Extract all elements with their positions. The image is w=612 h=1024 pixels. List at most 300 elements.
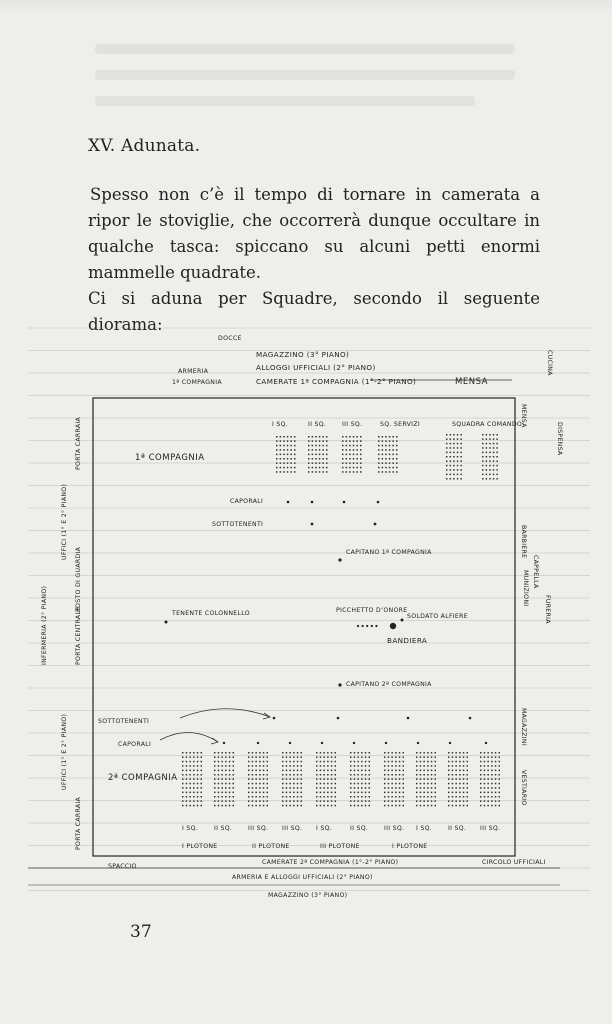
paragraph-1: Spesso non c’è il tempo di tornare in camerata a ripor le stoviglie, che occorrerà dunque occultare in qualche tasca: spiccano su alcuni petti enormi mammelle quadrate. <box>88 185 540 282</box>
soldier-mark <box>276 449 278 451</box>
soldier-mark <box>259 770 261 772</box>
squadre-bottom-labels <box>182 825 500 832</box>
soldier-mark <box>480 765 482 767</box>
soldier-mark <box>293 761 295 763</box>
soldier-mark <box>316 765 318 767</box>
soldier-mark <box>392 436 394 438</box>
soldier-mark <box>448 765 450 767</box>
soldier-mark <box>496 474 498 476</box>
soldier-mark <box>480 770 482 772</box>
soldier-mark <box>301 778 303 780</box>
soldier-mark <box>388 761 390 763</box>
soldier-mark <box>326 445 328 447</box>
soldier-mark <box>346 436 348 438</box>
soldier-mark <box>233 752 235 754</box>
soldier-mark <box>327 805 329 807</box>
soldier-mark <box>378 471 380 473</box>
soldier-mark <box>320 765 322 767</box>
soldier-mark <box>382 462 384 464</box>
soldier-mark <box>423 752 425 754</box>
soldier-mark <box>197 752 199 754</box>
soldier-mark <box>354 774 356 776</box>
soldier-mark <box>282 792 284 794</box>
soldier-mark <box>480 774 482 776</box>
soldier-mark <box>467 770 469 772</box>
soldier-mark <box>289 796 291 798</box>
soldier-mark <box>259 792 261 794</box>
soldier-mark <box>320 756 322 758</box>
soldier-mark <box>252 761 254 763</box>
soldier-mark <box>263 796 265 798</box>
soldier-mark <box>186 783 188 785</box>
soldier-mark <box>323 787 325 789</box>
soldier-mark <box>255 787 257 789</box>
soldier-mark <box>218 783 220 785</box>
soldier-mark <box>499 756 501 758</box>
soldier-mark <box>452 792 454 794</box>
soldier-mark <box>342 454 344 456</box>
soldier-mark <box>289 778 291 780</box>
soldier-mark <box>263 765 265 767</box>
soldier-mark <box>197 770 199 772</box>
soldier-mark <box>395 783 397 785</box>
soldier-mark <box>361 783 363 785</box>
soldier-mark <box>301 761 303 763</box>
soldier-mark <box>496 478 498 480</box>
soldier-mark <box>276 436 278 438</box>
soldier-mark <box>495 774 497 776</box>
plotone-label: II PLOTONE <box>252 843 290 850</box>
soldier-mark <box>423 756 425 758</box>
picchetto-label: PICCHETTO D’ONORE <box>336 607 408 614</box>
soldier-mark <box>491 774 493 776</box>
soldier-mark <box>499 752 501 754</box>
soldier-mark <box>356 454 358 456</box>
soldier-mark <box>453 465 455 467</box>
picchetto-dot <box>366 625 368 627</box>
magazzini-label: MAGAZZINI <box>520 708 527 746</box>
soldier-mark <box>450 474 452 476</box>
soldier-mark <box>323 792 325 794</box>
soldier-mark <box>448 761 450 763</box>
soldier-mark <box>489 474 491 476</box>
soldier-mark <box>335 770 337 772</box>
soldier-mark <box>389 440 391 442</box>
soldier-mark <box>350 792 352 794</box>
soldier-mark <box>316 783 318 785</box>
soldier-mark <box>446 443 448 445</box>
soldier-mark <box>323 778 325 780</box>
soldier-mark <box>361 800 363 802</box>
soldier-mark <box>365 805 367 807</box>
soldier-mark <box>255 765 257 767</box>
soldier-mark <box>403 787 405 789</box>
capitano-1-dot <box>338 558 341 561</box>
soldier-mark <box>335 778 337 780</box>
soldier-mark <box>403 778 405 780</box>
soldier-mark <box>450 465 452 467</box>
soldier-mark <box>301 796 303 798</box>
soldier-mark <box>460 465 462 467</box>
soldier-mark <box>294 471 296 473</box>
soldier-mark <box>499 796 501 798</box>
soldier-mark <box>388 796 390 798</box>
soldier-mark <box>385 440 387 442</box>
formation-blocks-bottom <box>182 752 500 806</box>
soldier-mark <box>182 756 184 758</box>
soldier-mark <box>399 800 401 802</box>
soldier-mark <box>382 449 384 451</box>
soldier-mark <box>427 774 429 776</box>
soldier-mark <box>287 458 289 460</box>
soldier-mark <box>282 805 284 807</box>
soldier-mark <box>276 445 278 447</box>
caporale-dot <box>377 501 380 504</box>
soldier-mark <box>186 805 188 807</box>
soldier-mark <box>391 770 393 772</box>
soldier-mark <box>482 478 484 480</box>
soldier-mark <box>416 774 418 776</box>
soldier-mark <box>399 752 401 754</box>
soldier-mark <box>403 765 405 767</box>
sottotenenti-bottom-label: SOTTOTENENTI <box>98 718 150 725</box>
soldier-mark <box>467 783 469 785</box>
soldier-mark <box>455 805 457 807</box>
soldier-mark <box>384 800 386 802</box>
soldier-mark <box>455 770 457 772</box>
soldier-mark <box>342 471 344 473</box>
soldier-mark <box>357 774 359 776</box>
soldier-mark <box>486 478 488 480</box>
soldier-mark <box>493 438 495 440</box>
soldier-mark <box>327 796 329 798</box>
compagnia-1-label: 1ª COMPAGNIA <box>135 453 205 463</box>
vestiario-label: VESTIARIO <box>520 770 527 806</box>
soldier-mark <box>189 778 191 780</box>
soldier-mark <box>346 471 348 473</box>
soldier-mark <box>395 774 397 776</box>
soldier-mark <box>455 756 457 758</box>
soldier-mark <box>420 783 422 785</box>
soldier-mark <box>389 454 391 456</box>
soldier-mark <box>484 770 486 772</box>
soldier-mark <box>382 458 384 460</box>
soldier-mark <box>312 436 314 438</box>
soldier-mark <box>193 805 195 807</box>
diorama-diagram <box>0 320 612 910</box>
soldier-mark <box>221 752 223 754</box>
soldier-mark <box>259 778 261 780</box>
soldier-mark <box>297 774 299 776</box>
soldier-mark <box>276 462 278 464</box>
soldier-mark <box>496 443 498 445</box>
soldier-mark <box>197 805 199 807</box>
soldier-mark <box>267 787 269 789</box>
soldier-mark <box>491 756 493 758</box>
soldier-mark <box>283 440 285 442</box>
soldier-mark <box>369 805 371 807</box>
soldier-mark <box>357 800 359 802</box>
soldier-mark <box>396 445 398 447</box>
soldier-mark <box>420 792 422 794</box>
soldier-mark <box>287 440 289 442</box>
soldier-mark <box>356 445 358 447</box>
soldier-mark <box>263 805 265 807</box>
soldier-mark <box>255 783 257 785</box>
soldier-mark <box>289 770 291 772</box>
soldier-mark <box>427 787 429 789</box>
soldier-mark <box>323 774 325 776</box>
soldier-mark <box>420 756 422 758</box>
soldier-mark <box>431 792 433 794</box>
soldier-mark <box>319 454 321 456</box>
soldier-mark <box>484 765 486 767</box>
soldier-mark <box>294 440 296 442</box>
soldier-mark <box>335 756 337 758</box>
soldier-mark <box>356 467 358 469</box>
soldier-mark <box>189 765 191 767</box>
soldier-mark <box>357 770 359 772</box>
soldier-mark <box>289 783 291 785</box>
barbiere-label: BARBIERE <box>520 525 527 559</box>
soldier-mark <box>452 796 454 798</box>
soldier-mark <box>392 445 394 447</box>
soldier-mark <box>420 752 422 754</box>
soldier-mark <box>495 761 497 763</box>
soldier-mark <box>282 752 284 754</box>
soldier-mark <box>388 774 390 776</box>
soldier-mark <box>420 765 422 767</box>
soldier-mark <box>331 796 333 798</box>
soldier-mark <box>327 792 329 794</box>
soldier-mark <box>385 436 387 438</box>
soldier-mark <box>327 778 329 780</box>
soldier-mark <box>382 471 384 473</box>
soldier-mark <box>420 800 422 802</box>
soldier-mark <box>287 467 289 469</box>
soldier-mark <box>259 765 261 767</box>
soldier-mark <box>396 458 398 460</box>
soldier-mark <box>267 796 269 798</box>
soldier-mark <box>267 752 269 754</box>
soldier-mark <box>467 805 469 807</box>
soldier-mark <box>255 796 257 798</box>
soldier-mark <box>312 445 314 447</box>
soldier-mark <box>282 761 284 763</box>
picchetto-dot <box>357 625 359 627</box>
soldier-mark <box>496 465 498 467</box>
soldier-mark <box>489 434 491 436</box>
soldier-mark <box>460 438 462 440</box>
soldier-mark <box>182 752 184 754</box>
soldier-mark <box>214 765 216 767</box>
soldier-mark <box>378 436 380 438</box>
soldier-mark <box>496 460 498 462</box>
soldier-mark <box>357 805 359 807</box>
soldier-mark <box>252 756 254 758</box>
soldier-mark <box>322 440 324 442</box>
soldier-mark <box>482 474 484 476</box>
soldier-mark <box>378 454 380 456</box>
soldier-mark <box>463 756 465 758</box>
soldier-mark <box>395 778 397 780</box>
soldier-mark <box>201 796 203 798</box>
soldier-mark <box>463 787 465 789</box>
soldier-mark <box>457 443 459 445</box>
soldier-mark <box>453 434 455 436</box>
soldier-mark <box>327 774 329 776</box>
soldier-mark <box>346 458 348 460</box>
soldier-mark <box>450 456 452 458</box>
soldato-dot <box>401 619 404 622</box>
arrow-sottotenenti <box>180 709 270 718</box>
soldier-mark <box>297 761 299 763</box>
soldier-mark <box>385 462 387 464</box>
squadra-bottom-label: I SQ. <box>316 825 333 832</box>
soldier-mark <box>395 800 397 802</box>
soldier-mark <box>361 796 363 798</box>
soldier-mark <box>384 770 386 772</box>
soldier-mark <box>489 443 491 445</box>
soldier-mark <box>361 778 363 780</box>
magazzino-label: MAGAZZINO (3° PIANO) <box>256 350 350 359</box>
soldier-mark <box>382 436 384 438</box>
soldier-mark <box>354 787 356 789</box>
soldier-mark <box>491 792 493 794</box>
soldier-mark <box>315 458 317 460</box>
soldier-mark <box>403 770 405 772</box>
soldier-mark <box>431 765 433 767</box>
soldier-mark <box>389 458 391 460</box>
soldier-mark <box>221 800 223 802</box>
soldier-mark <box>233 778 235 780</box>
soldier-mark <box>259 774 261 776</box>
soldier-mark <box>416 778 418 780</box>
tenente-label: TENENTE COLONNELLO <box>172 610 250 617</box>
soldier-mark <box>301 765 303 767</box>
soldier-mark <box>388 752 390 754</box>
soldier-mark <box>301 752 303 754</box>
soldier-mark <box>384 774 386 776</box>
soldier-mark <box>457 469 459 471</box>
show-through-line <box>95 44 515 54</box>
soldier-mark <box>365 792 367 794</box>
soldier-mark <box>357 778 359 780</box>
soldier-mark <box>452 756 454 758</box>
soldier-mark <box>460 447 462 449</box>
soldier-mark <box>354 756 356 758</box>
soldier-mark <box>385 471 387 473</box>
soldier-mark <box>435 800 437 802</box>
soldato-label: SOLDATO ALFIERE <box>407 613 468 620</box>
soldier-mark <box>389 471 391 473</box>
soldier-mark <box>389 445 391 447</box>
soldier-mark <box>499 761 501 763</box>
soldier-mark <box>301 805 303 807</box>
soldier-mark <box>354 792 356 794</box>
soldier-mark <box>252 770 254 772</box>
soldier-mark <box>395 770 397 772</box>
soldier-mark <box>416 761 418 763</box>
soldier-mark <box>378 462 380 464</box>
soldier-mark <box>289 774 291 776</box>
soldier-mark <box>290 467 292 469</box>
soldier-mark <box>399 774 401 776</box>
soldier-mark <box>361 756 363 758</box>
soldier-mark <box>420 778 422 780</box>
soldier-mark <box>331 800 333 802</box>
soldier-mark <box>335 752 337 754</box>
soldier-mark <box>342 467 344 469</box>
soldier-mark <box>182 792 184 794</box>
soldier-mark <box>423 778 425 780</box>
soldier-mark <box>193 756 195 758</box>
soldier-mark <box>218 774 220 776</box>
soldier-mark <box>489 438 491 440</box>
soldier-mark <box>301 792 303 794</box>
soldier-mark <box>201 800 203 802</box>
caporali-top-label: CAPORALI <box>230 498 264 505</box>
soldier-mark <box>446 452 448 454</box>
soldier-mark <box>365 787 367 789</box>
soldier-mark <box>499 770 501 772</box>
soldier-mark <box>369 770 371 772</box>
soldier-mark <box>480 752 482 754</box>
soldier-mark <box>229 756 231 758</box>
soldier-mark <box>431 800 433 802</box>
squadre-top-labels <box>272 421 522 428</box>
soldier-mark <box>252 765 254 767</box>
soldier-mark <box>459 778 461 780</box>
soldier-mark <box>259 796 261 798</box>
soldier-mark <box>423 770 425 772</box>
soldier-mark <box>495 752 497 754</box>
soldier-mark <box>354 752 356 754</box>
capitano-1-label: CAPITANO 1ª COMPAGNIA <box>346 549 432 556</box>
soldier-mark <box>308 440 310 442</box>
soldier-mark <box>388 787 390 789</box>
soldier-mark <box>396 454 398 456</box>
soldier-mark <box>455 796 457 798</box>
soldier-mark <box>467 778 469 780</box>
soldier-mark <box>487 800 489 802</box>
soldier-mark <box>482 447 484 449</box>
soldier-mark <box>349 436 351 438</box>
soldier-mark <box>248 805 250 807</box>
soldier-mark <box>399 778 401 780</box>
soldier-mark <box>384 756 386 758</box>
soldier-mark <box>427 778 429 780</box>
sottotenente-dot <box>407 717 410 720</box>
soldier-mark <box>297 770 299 772</box>
soldier-mark <box>308 462 310 464</box>
soldier-mark <box>267 792 269 794</box>
soldier-mark <box>354 796 356 798</box>
soldier-mark <box>289 800 291 802</box>
page-edge-shadow <box>0 0 612 14</box>
soldier-mark <box>482 438 484 440</box>
soldier-mark <box>446 460 448 462</box>
soldier-mark <box>297 765 299 767</box>
soldier-mark <box>346 467 348 469</box>
soldier-mark <box>193 783 195 785</box>
soldier-mark <box>308 458 310 460</box>
soldier-mark <box>435 778 437 780</box>
soldier-mark <box>315 449 317 451</box>
soldier-mark <box>315 440 317 442</box>
soldier-mark <box>248 778 250 780</box>
soldier-mark <box>301 787 303 789</box>
